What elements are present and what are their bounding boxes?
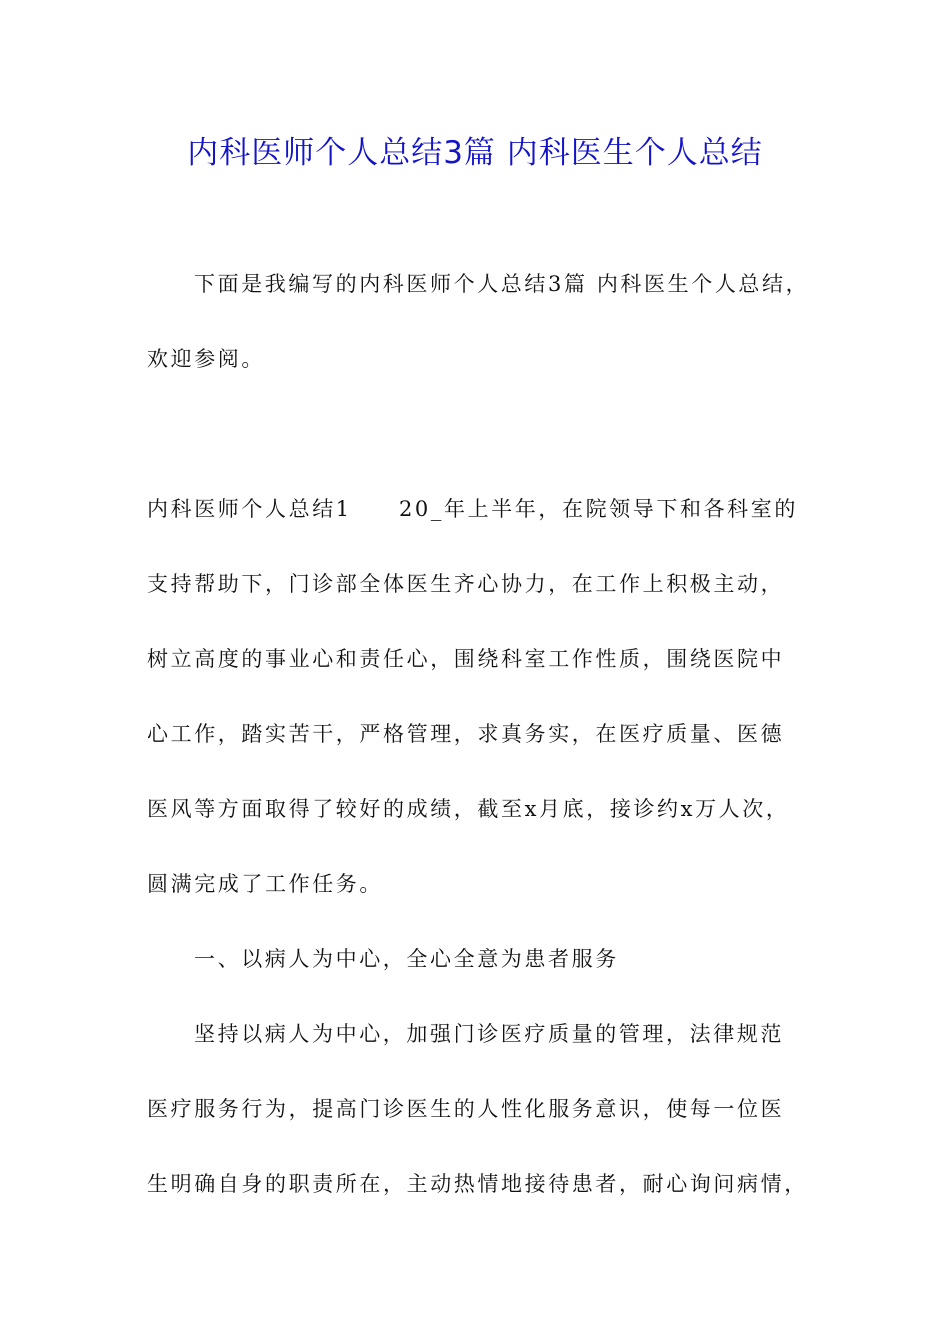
body-line-4: 心工作，踏实苦干，严格管理，求真务实，在医疗质量、医德: [147, 722, 785, 746]
body-line-5: 医风等方面取得了较好的成绩，截至x月底，接诊约x万人次，: [147, 797, 790, 821]
body-line-2: 支持帮助下，门诊部全体医生齐心协力，在工作上积极主动，: [147, 572, 785, 596]
body-line-9: 生明确自身的职责所在，主动热情地接待患者，耐心询问病情，: [147, 1172, 808, 1196]
body-line-6: 圆满完成了工作任务。: [147, 872, 383, 896]
body-line-3: 树立高度的事业心和责任心，围绕科室工作性质，围绕医院中: [147, 647, 785, 671]
intro-line-1: 下面是我编写的内科医师个人总结3篇 内科医生个人总结，: [194, 272, 810, 296]
body-line-1: 内科医师个人总结1 20_年上半年，在院领导下和各科室的: [147, 497, 798, 521]
section-heading: 一、以病人为中心，全心全意为患者服务: [194, 947, 619, 971]
intro-line-2: 欢迎参阅。: [147, 347, 265, 371]
document-title: 内科医师个人总结3篇 内科医生个人总结: [187, 135, 763, 171]
body-line-8: 医疗服务行为，提高门诊医生的人性化服务意识，使每一位医: [147, 1097, 785, 1121]
body-line-7: 坚持以病人为中心，加强门诊医疗质量的管理，法律规范: [194, 1022, 784, 1046]
